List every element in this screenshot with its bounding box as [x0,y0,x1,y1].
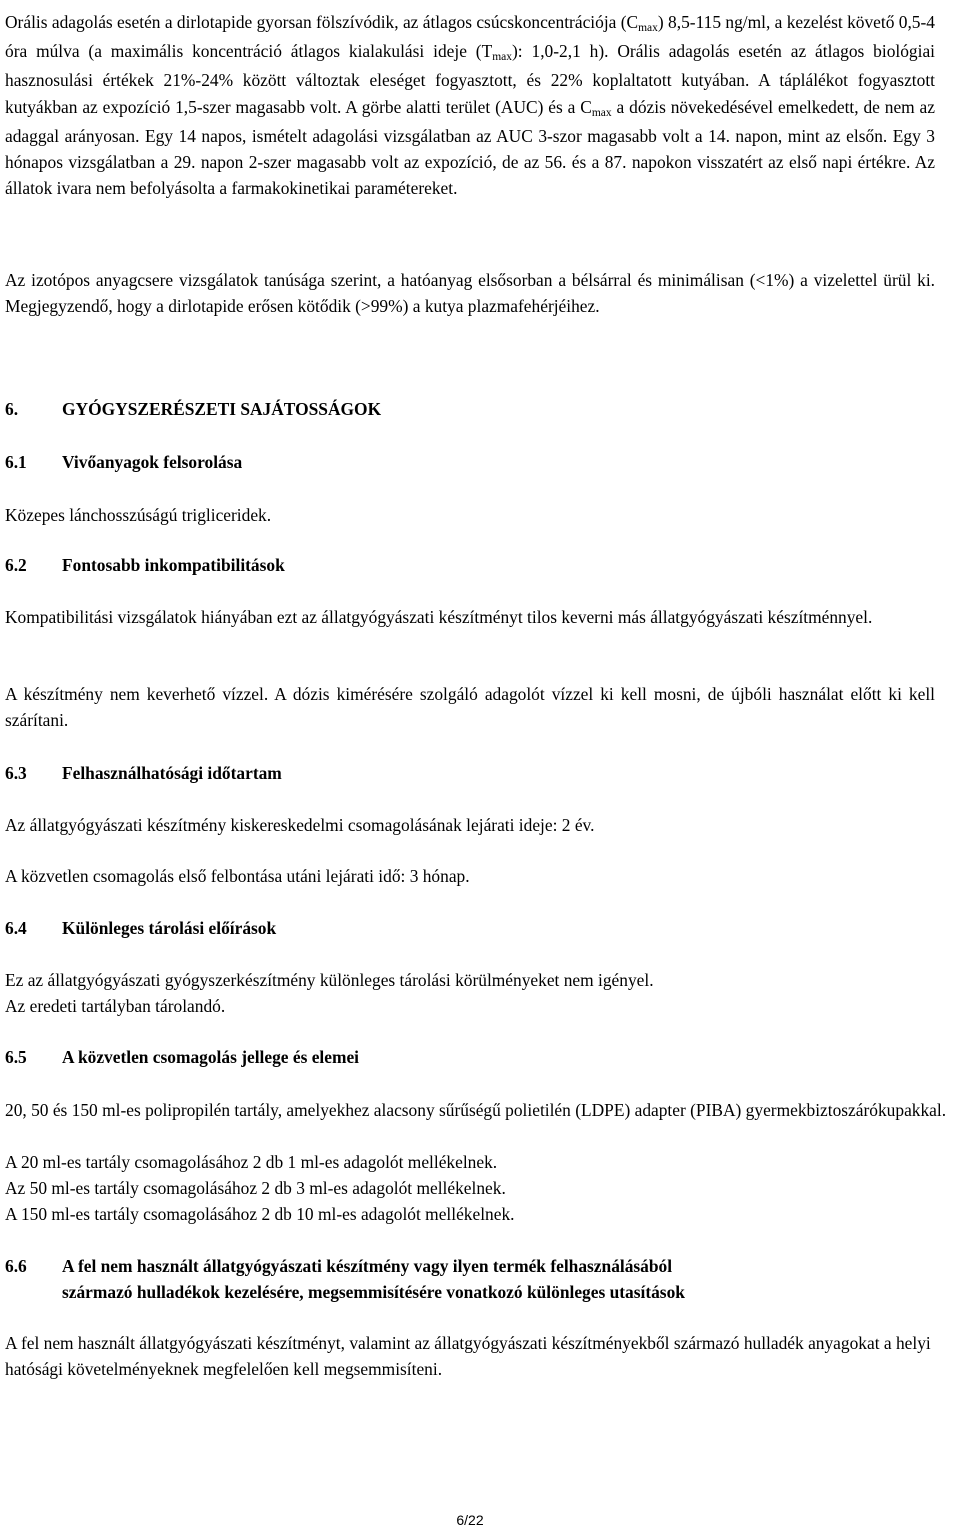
packaging-text-2: A 20 ml-es tartály csomagolásához 2 db 1 ml-es adagolót mellékelnek. [5,1152,498,1172]
section-title: Fontosabb inkompatibilitások [62,555,285,575]
pk-text-b: ) 8,5-115 ng/ml, a kezelést követő 0,5-4 óra múlva (a maximális koncentráció átlagos kialakulási ideje (T [5,12,935,62]
section-number: 6.2 [5,555,27,575]
storage-text-2: Az eredeti tartályban tárolandó. [5,996,226,1016]
packaging-text-4: A 150 ml-es tartály csomagolásához 2 db 10 ml-es adagolót mellékelnek. [5,1204,515,1224]
incompatibility-text-2: A készítmény nem keverhető vízzel. A dózis kimérésére szolgáló adagolót vízzel ki kell mosni, de újbóli használat előtt ki kell szárítani. [5,684,935,731]
incompatibility-text-1: Kompatibilitási vizsgálatok hiányában ezt az állatgyógyászati készítményt tilos keverni más állatgyógyászati készítménnyel. [5,607,873,627]
section-number: 6.3 [5,763,27,783]
storage-text-1: Ez az állatgyógyászati gyógyszerkészítmény különleges tárolási körülményeket nem igényel. [5,970,654,990]
section-6-1-heading [5,449,935,475]
section-title: Vivőanyagok felsorolása [62,452,243,472]
tmax-subscript: max [492,51,513,64]
pharmacokinetics-paragraph [5,9,935,201]
section-6-2-heading [5,552,935,578]
section-title: Különleges tárolási előírások [62,918,277,938]
section-6-5-heading [5,1044,935,1070]
disposal-text: A fel nem használt állatgyógyászati készítményt, valamint az állatgyógyászati készítményekből származó hulladék anyagokat a helyi hatósági követelményeknek megfelelően kell megsemmisíteni. [5,1333,931,1380]
section-6-4-heading [5,915,935,941]
shelf-life-text-2: A közvetlen csomagolás első felbontása utáni lejárati idő: 3 hónap. [5,866,470,886]
shelf-life-text-1: Az állatgyógyászati készítmény kiskereskedelmi csomagolásának lejárati ideje: 2 év. [5,815,595,835]
section-title: GYÓGYSZERÉSZETI SAJÁTOSSÁGOK [62,399,382,419]
section-title-line-2: származó hulladékok kezelésére, megsemmisítésére vonatkozó különleges utasítások [62,1282,685,1303]
packaging-text-1: 20, 50 és 150 ml-es polipropilén tartály, amelyekhez alacsony sűrűségű polietilén (LDPE) adapter (PIBA) gyermekbiztoszárókupakkal. [5,1100,947,1120]
section-6-heading [5,396,935,422]
pk-text-d: a dózis növekedésével emelkedett, de nem az adaggal arányosan. Egy 14 napos, ismételt adagolási vizsgálatban az AUC 3-szor magasabb volt a 14. napon, mint az elsőn. Egy 3 hónapos vizsgálatban a 29. napon 2-szer magasabb volt az expozíció, de az 56. és a 87. napokon visszatért az első napi értékre. Az állatok ivara nem befolyásolta a farmakokinetikai paramétereket. [5,96,935,199]
pk-text-c: ): 1,0-2,1 h). Orális adagolás esetén az átlagos biológiai hasznosulási értékek 21%-24% között változtak eleséget fogyasztott, és 22% koplaltatott kutyában. A táplálékot fogyasztott kutyákban az expozíció 1,5-szer magasabb volt. A görbe alatti terület (AUC) és a C [5,41,936,117]
excipients-text: Közepes lánchosszúságú trigliceridek. [5,505,272,525]
section-number: 6.1 [5,452,27,472]
section-title: Felhasználhatósági időtartam [62,763,282,783]
excretion-paragraph: Az izotópos anyagcsere vizsgálatok tanúsága szerint, a hatóanyag elsősorban a bélsárral és minimálisan (<1%) a vizelettel ürül ki. Megjegyzendő, hogy a dirlotapide erősen kötődik (>99%) a kutya plazmafehérjéihez. [5,270,935,317]
section-6-6-heading [5,1253,935,1305]
section-number: 6.6 [5,1256,27,1276]
section-number: 6.5 [5,1047,27,1067]
page-number: 6/22 [456,1512,484,1528]
cmax-subscript-2: max [591,106,612,119]
cmax-subscript: max [638,22,658,34]
section-title-line-1: A fel nem használt állatgyógyászati készítmény vagy ilyen termék felhasználásából [62,1256,673,1276]
section-number: 6. [5,399,19,419]
section-number: 6.4 [5,918,27,938]
section-title: A közvetlen csomagolás jellege és elemei [62,1047,359,1067]
section-title [62,1253,935,1305]
packaging-text-3: Az 50 ml-es tartály csomagolásához 2 db 3 ml-es adagolót mellékelnek. [5,1178,506,1198]
section-6-3-heading [5,760,935,786]
pk-text-a: Orális adagolás esetén a dirlotapide gyorsan fölszívódik, az átlagos csúcskoncentrációja (C [5,12,639,32]
